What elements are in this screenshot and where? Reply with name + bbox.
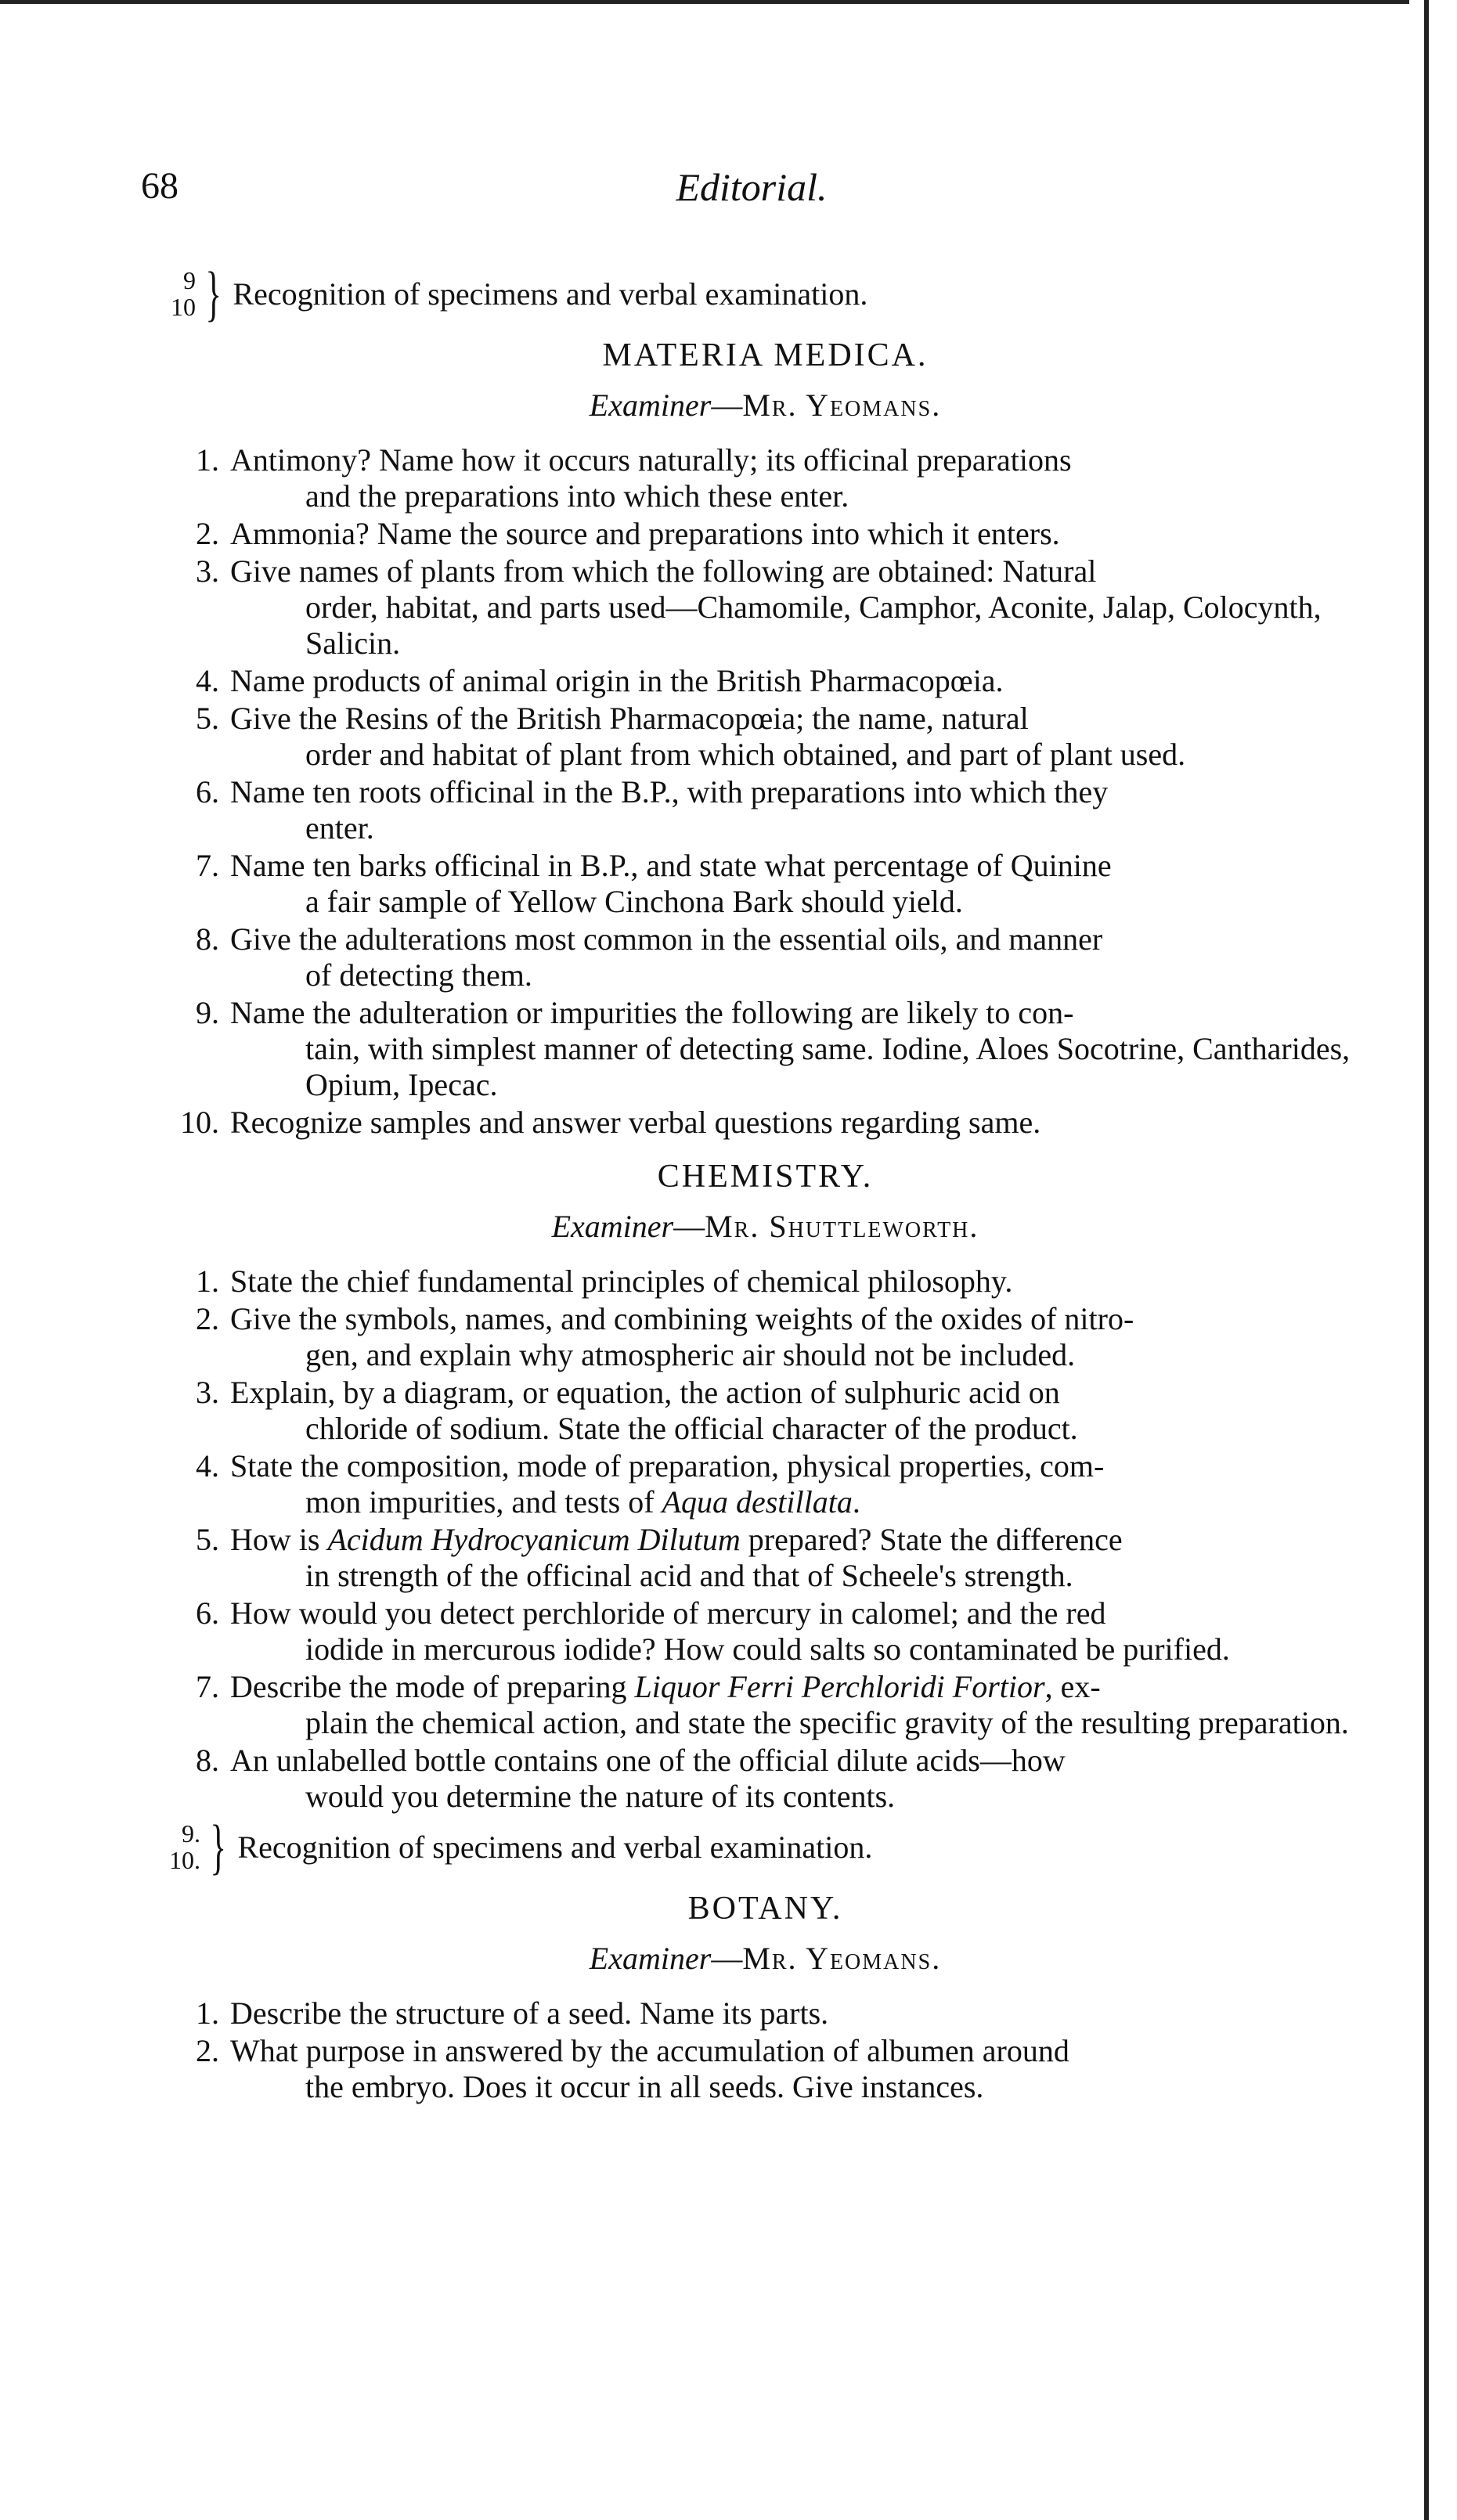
question-first-line: How would you detect perchloride of mercury in calomel; and the red — [230, 1595, 1106, 1631]
question-text — [230, 1995, 1390, 2032]
question-continuation: would you determine the nature of its contents. — [305, 1779, 896, 1814]
question-item — [141, 1995, 1390, 2032]
examiner-line — [141, 1940, 1390, 1977]
question-number: 8. — [196, 1743, 219, 1778]
question-text-part: , ex- — [1044, 1669, 1101, 1704]
question-text — [230, 516, 1390, 552]
examiner-name: Mr. Shuttleworth. — [705, 1209, 979, 1244]
question-text — [230, 1595, 1390, 1667]
question-item — [141, 921, 1390, 993]
question-first-line: Give the Resins of the British Pharmacopœia; the name, natural — [230, 701, 1029, 736]
question-first-line: Name ten barks officinal in B.P., and state what percentage of Quinine — [230, 848, 1112, 883]
latin-term: Aqua destillata — [662, 1484, 853, 1520]
question-number: 3. — [196, 1375, 219, 1410]
question-continuation: tain, with simplest manner of detecting same. Iodine, Aloes Socotrine, Cantharides, Opium, Ipecac. — [305, 1031, 1351, 1102]
question-number: 1. — [196, 1264, 219, 1299]
top-rule — [0, 0, 1409, 4]
question-number: 1. — [196, 442, 219, 478]
examiner-separator: — — [711, 1941, 743, 1976]
question-continuation: chloride of sodium. State the official character of the product. — [305, 1411, 1078, 1446]
question-first-line: Name ten roots officinal in the B.P., with preparations into which they — [230, 774, 1109, 809]
question-item — [141, 1743, 1390, 1815]
question-first-line: Give the symbols, names, and combining weights of the oxides of nitro- — [230, 1301, 1134, 1336]
intro-brace-item — [141, 259, 1390, 327]
question-item — [141, 1264, 1390, 1300]
question-text-part: mon impurities, and tests of — [305, 1484, 662, 1520]
question-number: 9. — [196, 995, 219, 1030]
question-number: 8. — [196, 921, 219, 957]
question-item — [141, 774, 1390, 846]
question-first-line: Give names of plants from which the following are obtained: Natural — [230, 553, 1097, 589]
examiner-name: Mr. Yeomans. — [742, 1941, 942, 1976]
question-first-line — [230, 1522, 1123, 1557]
question-continuation — [230, 1484, 1390, 1520]
question-list-chemistry — [141, 1264, 1390, 1815]
question-first-line: An unlabelled bottle contains one of the official dilute acids—how — [230, 1743, 1066, 1778]
question-number: 7. — [196, 1669, 219, 1704]
question-number: 3. — [196, 553, 219, 589]
page-number: 68 — [141, 165, 179, 207]
running-title: Editorial. — [676, 165, 828, 209]
question-first-line: Ammonia? Name the source and preparations into which it enters. — [230, 516, 1060, 551]
examiner-line — [141, 1208, 1390, 1245]
question-text-part: How is — [230, 1522, 328, 1557]
page-edge-rule — [1424, 0, 1429, 2520]
examiner-separator: — — [673, 1209, 705, 1244]
question-item — [141, 1375, 1390, 1447]
brace-number: 10 — [171, 293, 196, 321]
question-item — [141, 442, 1390, 514]
question-number: 2. — [196, 516, 219, 551]
question-text — [230, 701, 1390, 773]
question-continuation: of detecting them. — [305, 957, 532, 993]
question-first-line — [230, 1669, 1101, 1704]
question-number: 1. — [196, 1995, 219, 2031]
question-text — [230, 995, 1390, 1103]
question-first-line: Give the adulterations most common in the essential oils, and manner — [230, 921, 1103, 957]
content — [141, 259, 1390, 2122]
examiner-name: Mr. Yeomans. — [742, 388, 942, 423]
latin-term: Liquor Ferri Perchloridi Fortior — [634, 1669, 1045, 1704]
question-number: 7. — [196, 848, 219, 883]
question-text — [230, 1669, 1390, 1741]
question-item — [141, 995, 1390, 1103]
question-number: 6. — [196, 1595, 219, 1631]
question-text — [230, 2033, 1390, 2105]
question-text — [230, 1522, 1390, 1594]
examiner-role: Examiner — [589, 388, 712, 423]
question-continuation: iodide in mercurous iodide? How could salts so contaminated be purified. — [305, 1631, 1230, 1667]
question-text — [230, 774, 1390, 846]
examiner-line — [141, 387, 1390, 424]
page-header — [141, 164, 1362, 219]
question-first-line: Antimony? Name how it occurs naturally; its officinal preparations — [230, 442, 1072, 478]
question-text — [230, 1105, 1390, 1141]
question-item — [141, 1105, 1390, 1141]
question-list-materia-medica — [141, 442, 1390, 1141]
question-item — [141, 701, 1390, 773]
question-item — [141, 2033, 1390, 2105]
question-first-line: Name products of animal origin in the British Pharmacopœia. — [230, 663, 1004, 698]
section-title-materia-medica: MATERIA MEDICA. — [602, 337, 929, 373]
question-text — [230, 1743, 1390, 1815]
question-number: 4. — [196, 663, 219, 698]
question-number: 5. — [196, 1522, 219, 1557]
question-item — [141, 1522, 1390, 1594]
question-number: 10. — [180, 1105, 219, 1140]
question-item — [141, 553, 1390, 662]
question-continuation: in strength of the officinal acid and that of Scheele's strength. — [305, 1558, 1073, 1593]
question-number: 4. — [196, 1448, 219, 1484]
question-item — [141, 516, 1390, 552]
question-item — [141, 663, 1390, 699]
question-first-line: Explain, by a diagram, or equation, the action of sulphuric acid on — [230, 1375, 1060, 1410]
question-text — [230, 663, 1390, 699]
section-title-chemistry: CHEMISTRY. — [657, 1159, 874, 1195]
question-first-line: State the composition, mode of preparation, physical properties, com- — [230, 1448, 1105, 1484]
latin-term: Acidum Hydrocyanicum Dilutum — [327, 1522, 741, 1557]
question-continuation: order, habitat, and parts used—Chamomile, Camphor, Aconite, Jalap, Colocynth, Salicin. — [305, 589, 1322, 661]
question-text-part: . — [852, 1484, 860, 1520]
question-text — [230, 553, 1390, 662]
question-first-line: Name the adulteration or impurities the following are likely to con- — [230, 995, 1074, 1030]
question-item — [141, 1448, 1390, 1520]
question-item — [141, 848, 1390, 920]
brace-number: 9 — [183, 266, 196, 294]
question-number: 5. — [196, 701, 219, 736]
question-number: 6. — [196, 774, 219, 809]
question-number: 2. — [196, 1301, 219, 1336]
question-continuation: gen, and explain why atmospheric air should not be included. — [305, 1337, 1076, 1372]
examiner-role: Examiner — [551, 1209, 674, 1244]
question-continuation: plain the chemical action, and state the specific gravity of the resulting preparation. — [305, 1705, 1349, 1740]
question-number: 2. — [196, 2033, 219, 2068]
chemistry-brace-item — [146, 1812, 1390, 1880]
question-item — [141, 1669, 1390, 1741]
question-continuation: enter. — [305, 810, 374, 845]
question-text — [230, 921, 1390, 993]
brace-icon: } — [205, 259, 222, 327]
examiner-role: Examiner — [589, 1941, 712, 1976]
question-text — [230, 442, 1390, 514]
question-continuation: order and habitat of plant from which obtained, and part of plant used. — [305, 737, 1186, 772]
brace-text: Recognition of specimens and verbal examination. — [237, 1829, 873, 1865]
question-text — [230, 1375, 1390, 1447]
question-text — [230, 1264, 1390, 1300]
question-first-line: Describe the structure of a seed. Name its parts. — [230, 1995, 829, 2031]
brace-number: 9. — [182, 1819, 200, 1848]
question-item — [141, 1301, 1390, 1373]
question-text-part: Describe the mode of preparing — [230, 1669, 635, 1704]
brace-number: 10. — [169, 1846, 200, 1874]
question-text — [230, 1448, 1390, 1520]
brace-text: Recognition of specimens and verbal examination. — [233, 276, 868, 312]
question-first-line: Recognize samples and answer verbal questions regarding same. — [230, 1105, 1041, 1140]
question-continuation: and the preparations into which these enter. — [305, 478, 849, 514]
question-continuation: a fair sample of Yellow Cinchona Bark should yield. — [305, 884, 963, 919]
question-first-line: State the chief fundamental principles of chemical philosophy. — [230, 1264, 1013, 1299]
question-continuation: the embryo. Does it occur in all seeds. Give instances. — [305, 2069, 984, 2104]
brace-numbers — [146, 1820, 200, 1873]
question-first-line: What purpose in answered by the accumulation of albumen around — [230, 2033, 1069, 2068]
brace-icon: } — [210, 1812, 227, 1880]
question-item — [141, 1595, 1390, 1667]
brace-numbers — [141, 267, 196, 320]
section-title-botany: BOTANY. — [687, 1891, 843, 1927]
question-text — [230, 1301, 1390, 1373]
examiner-separator: — — [711, 388, 743, 423]
question-list-botany — [141, 1995, 1390, 2105]
question-text-part: prepared? State the difference — [740, 1522, 1123, 1557]
question-text — [230, 848, 1390, 920]
